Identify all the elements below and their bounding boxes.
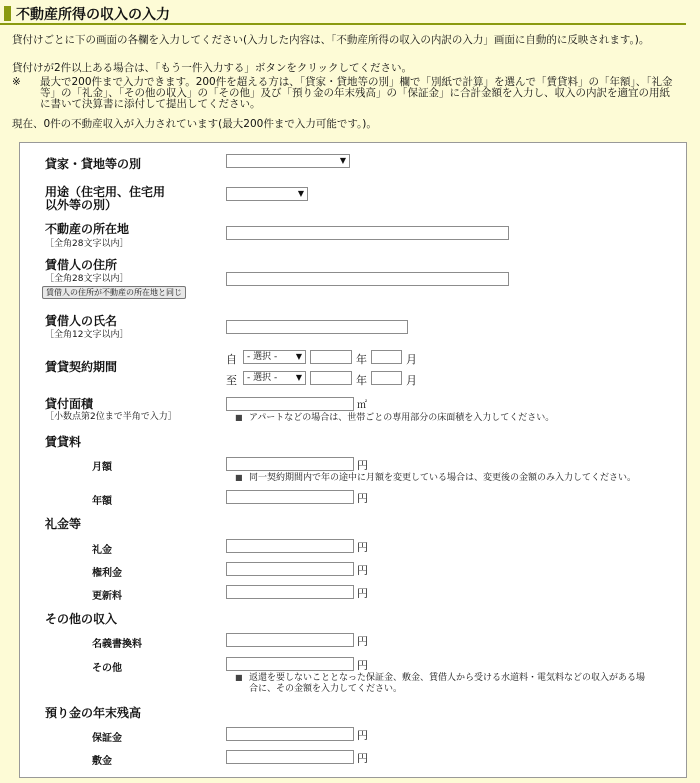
from-era-select[interactable] [243,350,306,364]
annual-rent-input[interactable] [226,490,354,504]
chevron-down-icon: ▼ [297,189,304,198]
intro-text-2: 貸付けが2件以上ある場合は、「もう一件入力する」ボタンをクリックしてください。 [12,62,413,74]
location-sublabel: ［全角28文字以内］ [45,239,129,249]
other-hint-text-2: 合に、その金額を入力してください。 [249,684,403,694]
to-month-input[interactable] [371,371,402,385]
area-label: 貸付面積 [45,397,94,411]
note-mark: ※ [12,76,21,88]
page-header [0,3,686,25]
tenant-name-sublabel: ［全角12文字以内］ [45,330,129,340]
premium-label: 権利金 [92,568,122,579]
to-month-unit: 月 [406,374,417,387]
annual-rent-label: 年額 [92,496,112,507]
from-year-unit: 年 [356,353,367,366]
other-income-input[interactable] [226,657,354,671]
chevron-down-icon: ▼ [295,373,302,382]
security-deposit-label: 敷金 [92,756,112,767]
to-era-select-value: - 選択 - [247,373,278,383]
page-title: 不動産所得の収入の入力 [16,7,170,23]
chevron-down-icon: ▼ [295,352,302,361]
contract-period-label: 賃貸契約期間 [45,360,118,374]
to-era-select[interactable] [243,371,306,385]
hint-mark: ■ [235,473,243,482]
to-label: 至 [226,374,237,387]
premium-input[interactable] [226,562,354,576]
note-text: 最大で200件まで入力できます。200件を超える方は、「貸家・貸地等の別」欄で「別紙で計算」を選んで「賃貸料」の「年額」、「礼金等」の「礼金」、「その他の収入」の「その他」及び「預り金の年末残高」の「保証金」に合計金額を入力し、収入の内訳を適宜の用紙に書いて決算書に添付して提出してください。 [40,76,673,110]
renewal-fee-label: 更新料 [92,591,122,602]
from-month-input[interactable] [371,350,402,364]
name-change-fee-label: 名義書換料 [92,639,142,650]
same-address-button[interactable]: 賃借人の住所が不動産の所在地と同じ [42,286,186,299]
name-change-fee-input[interactable] [226,633,354,647]
hint-mark: ■ [235,413,243,422]
other-income-label: その他 [92,663,122,674]
name-change-fee-yen: 円 [357,635,368,648]
monthly-hint-text: 同一契約期間内で年の途中に月額を変更している場合は、変更後の金額のみ入力してください。 [249,473,637,483]
from-year-input[interactable] [310,350,352,364]
location-input[interactable] [226,226,509,240]
monthly-rent-label: 月額 [92,462,112,473]
area-input[interactable] [226,397,354,411]
intro-text-1: 貸付けごとに下の画面の各欄を入力してください(入力した内容は、「不動産所得の収入の内訳の入力」画面に自動的に反映されます。)。 [12,34,650,46]
income-form-panel [19,142,687,778]
use-select[interactable] [226,187,308,201]
key-money-label: 礼金 [92,545,112,556]
area-hint-text: アパートなどの場合は、世帯ごとの専用部分の床面積を入力してください。 [249,413,555,423]
area-unit: ㎡ [357,400,367,411]
other-income-yen: 円 [357,659,368,672]
type-label: 貸家・貸地等の別 [45,157,142,171]
address-sublabel: ［全角28文字以内］ [45,274,129,284]
monthly-rent-input[interactable] [226,457,354,471]
address-label: 賃借人の住所 [45,258,118,272]
key-money-group-label: 礼金等 [45,517,82,531]
tenant-name-input[interactable] [226,320,408,334]
chevron-down-icon: ▼ [339,156,346,165]
status-text: 現在、0件の不動産収入が入力されています(最大200件まで入力可能です。)。 [12,118,377,130]
other-hint-text-1: 返還を要しないこととなった保証金、敷金、賃借人から受ける水道料・電気料などの収入がある場 [249,673,646,683]
location-label: 不動産の所在地 [45,222,130,236]
deposit-group-label: 預り金の年末残高 [45,706,142,720]
other-income-group-label: その他の収入 [45,612,118,626]
key-money-input[interactable] [226,539,354,553]
annual-rent-yen: 円 [357,492,368,505]
from-month-unit: 月 [406,353,417,366]
hint-mark: ■ [235,673,243,682]
type-select[interactable] [226,154,350,168]
guarantee-label: 保証金 [92,733,122,744]
from-label: 自 [226,353,237,366]
guarantee-input[interactable] [226,727,354,741]
key-money-yen: 円 [357,541,368,554]
header-accent-bar [4,6,11,21]
to-year-unit: 年 [356,374,367,387]
rent-group-label: 賃貸料 [45,435,82,449]
guarantee-yen: 円 [357,729,368,742]
address-input[interactable] [226,272,509,286]
renewal-fee-yen: 円 [357,587,368,600]
security-deposit-yen: 円 [357,752,368,765]
tenant-name-label: 賃借人の氏名 [45,314,118,328]
monthly-rent-yen: 円 [357,459,368,472]
to-year-input[interactable] [310,371,352,385]
area-sublabel: ［小数点第2位まで半角で入力］ [45,412,177,422]
premium-yen: 円 [357,564,368,577]
security-deposit-input[interactable] [226,750,354,764]
from-era-select-value: - 選択 - [247,352,278,362]
renewal-fee-input[interactable] [226,585,354,599]
use-label-2: 以外等の別） [45,198,118,212]
use-label-1: 用途（住宅用、住宅用 [45,185,166,199]
